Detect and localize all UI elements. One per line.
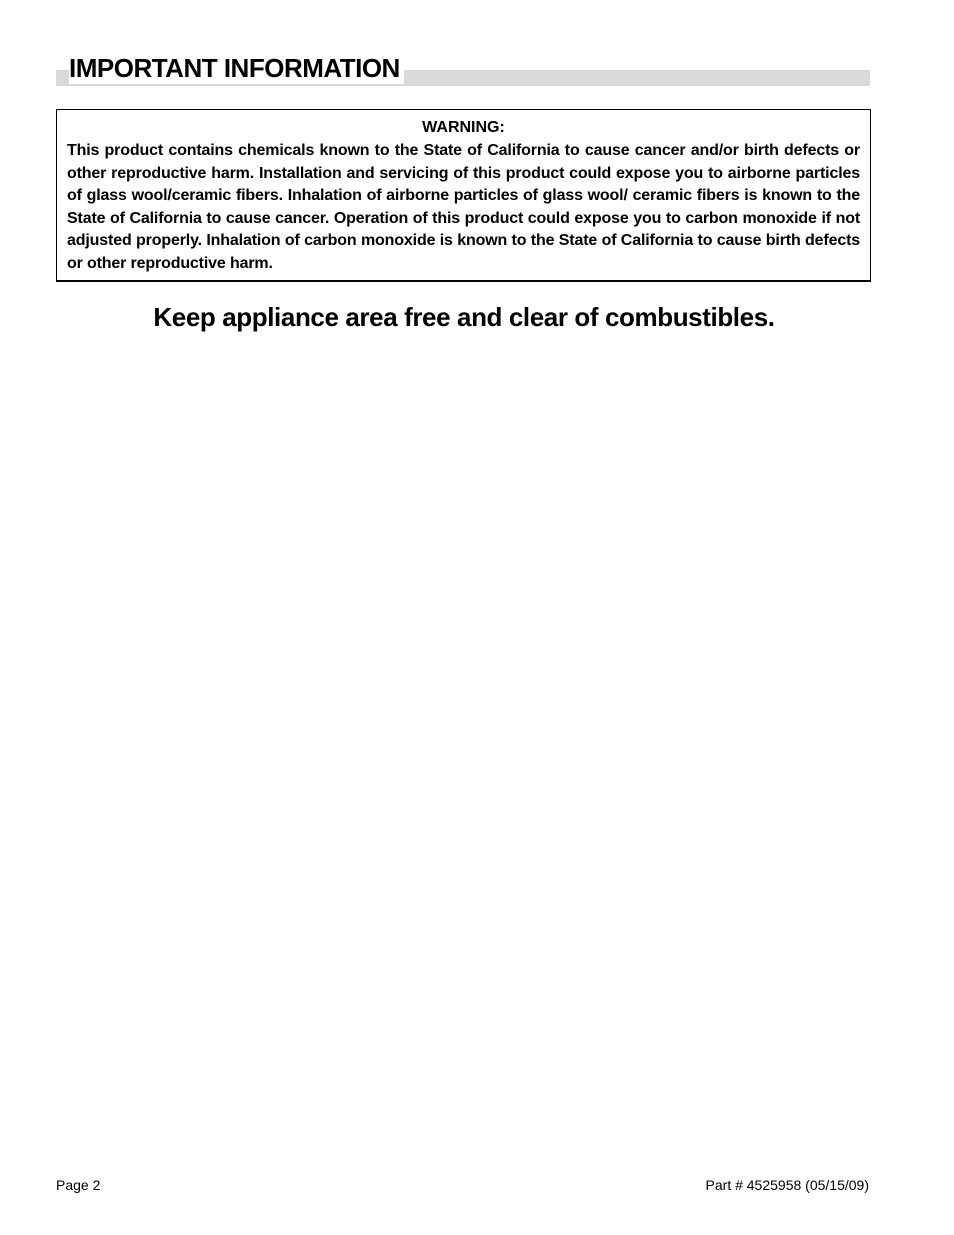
warning-heading: WARNING: <box>422 119 505 136</box>
section-header <box>56 52 870 86</box>
warning-box <box>56 109 871 282</box>
section-title: IMPORTANT INFORMATION <box>69 52 404 84</box>
combustibles-notice: Keep appliance area free and clear of combustibles. <box>153 302 775 332</box>
part-number: Part # 4525958 (05/15/09) <box>705 1177 869 1193</box>
warning-body: This product contains chemicals known to the State of California to cause cancer and/or birth defects or other reproductive harm. Installation and servicing of this product could expose you to airborne particles of glass wool/ceramic fibers. Inhalation of airborne particles of glass wool/ ceramic fibers is known to the State of California to cause cancer. Operation of this product could expose you to carbon monoxide if not adjusted properly. Inhalation of carbon monoxide is known to the State of California to cause birth defects or other reproductive harm. <box>67 142 860 272</box>
page-number: Page 2 <box>56 1177 101 1193</box>
